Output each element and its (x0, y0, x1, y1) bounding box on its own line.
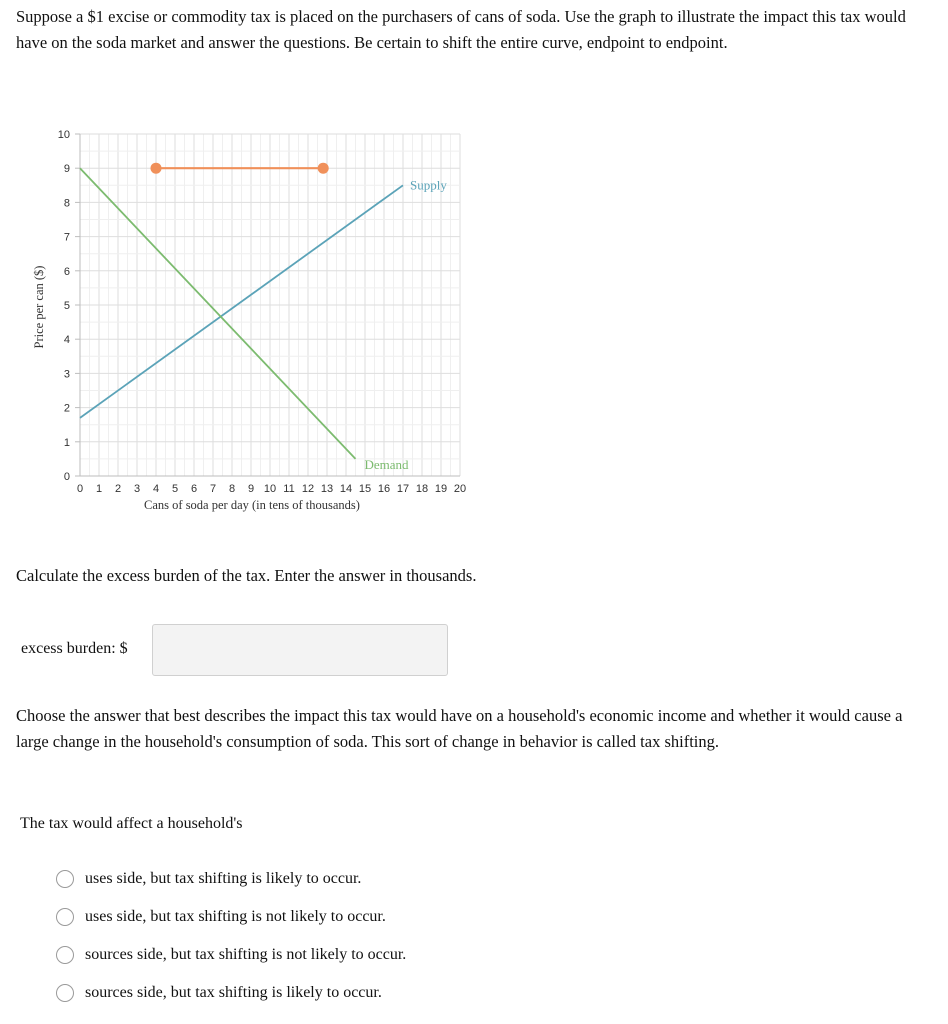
option-label: uses side, but tax shifting is not likely to occur. (85, 908, 386, 925)
tool-line-endpoint[interactable] (151, 163, 162, 174)
option-uses-likely[interactable] (56, 860, 406, 898)
chart-tool-line (151, 163, 329, 174)
supply-demand-graph[interactable] (0, 120, 500, 520)
x-tick-label: 13 (320, 483, 334, 495)
y-axis-title: Price per can ($) (32, 265, 46, 349)
option-uses-not-likely[interactable] (56, 898, 406, 936)
chart-curves (80, 168, 447, 472)
part2-stem: The tax would affect a household's (20, 815, 243, 832)
option-label: uses side, but tax shifting is likely to occur. (85, 870, 362, 887)
excess-burden-label: excess burden: $ (21, 640, 128, 657)
x-tick-label: 3 (133, 483, 141, 495)
excess-burden-input[interactable] (152, 624, 448, 676)
option-label: sources side, but tax shifting is likely to occur. (85, 984, 382, 1001)
radio-button[interactable] (56, 946, 74, 964)
demand-label: Demand (364, 456, 409, 472)
y-tick-label: 7 (63, 231, 70, 244)
radio-button[interactable] (56, 908, 74, 926)
x-tick-label: 14 (339, 483, 353, 495)
y-tick-label: 1 (63, 436, 70, 449)
x-axis-title: Cans of soda per day (in tens of thousands) (144, 498, 360, 512)
x-tick-label: 9 (247, 483, 255, 495)
part1-prompt: Calculate the excess burden of the tax. Enter the answer in thousands. (16, 566, 477, 585)
x-tick-label: 15 (358, 483, 372, 495)
x-tick-label: 2 (114, 483, 122, 495)
x-tick-label: 6 (190, 483, 198, 495)
x-tick-label: 4 (152, 483, 160, 495)
supply-label: Supply (410, 177, 447, 193)
x-tick-label: 18 (415, 483, 429, 495)
x-tick-label: 1 (95, 483, 103, 495)
x-tick-label: 16 (377, 483, 391, 495)
x-tick-label: 7 (209, 483, 217, 495)
tool-line-endpoint[interactable] (318, 163, 329, 174)
radio-button[interactable] (56, 870, 74, 888)
y-tick-label: 5 (63, 300, 70, 312)
y-tick-label: 4 (63, 334, 70, 347)
x-tick-label: 11 (283, 483, 295, 495)
radio-button[interactable] (56, 984, 74, 1002)
chart-ticks (58, 129, 466, 495)
x-tick-label: 0 (76, 483, 84, 495)
answer-options (56, 860, 406, 1012)
y-tick-label: 6 (63, 265, 70, 278)
y-tick-label: 2 (63, 402, 70, 415)
option-label: sources side, but tax shifting is not likely to occur. (85, 946, 407, 963)
x-tick-label: 10 (263, 483, 277, 495)
y-tick-label: 10 (57, 129, 70, 141)
y-tick-label: 8 (63, 197, 70, 210)
y-tick-label: 0 (63, 471, 70, 483)
x-tick-label: 19 (434, 483, 448, 495)
x-tick-label: 8 (228, 483, 236, 495)
x-tick-label: 5 (171, 483, 179, 495)
x-tick-label: 12 (301, 483, 315, 495)
option-sources-likely[interactable] (56, 974, 406, 1012)
question-intro: Suppose a $1 excise or commodity tax is placed on the purchasers of cans of soda. Use the graph to illustrate the impact this tax would have on the soda market and answer the questions. Be certain to shift the entire curve, endpoint to endpoint. (16, 7, 906, 52)
x-tick-label: 20 (453, 483, 467, 495)
demand-curve (80, 168, 356, 459)
y-tick-label: 3 (63, 368, 70, 381)
x-tick-label: 17 (396, 483, 410, 495)
option-sources-not-likely[interactable] (56, 936, 406, 974)
y-tick-label: 9 (63, 163, 70, 176)
part2-prompt: Choose the answer that best describes the impact this tax would have on a household's economic income and whether it would cause a large change in the household's consumption of soda. This sort of change in behavior is called tax shifting. (16, 706, 903, 751)
